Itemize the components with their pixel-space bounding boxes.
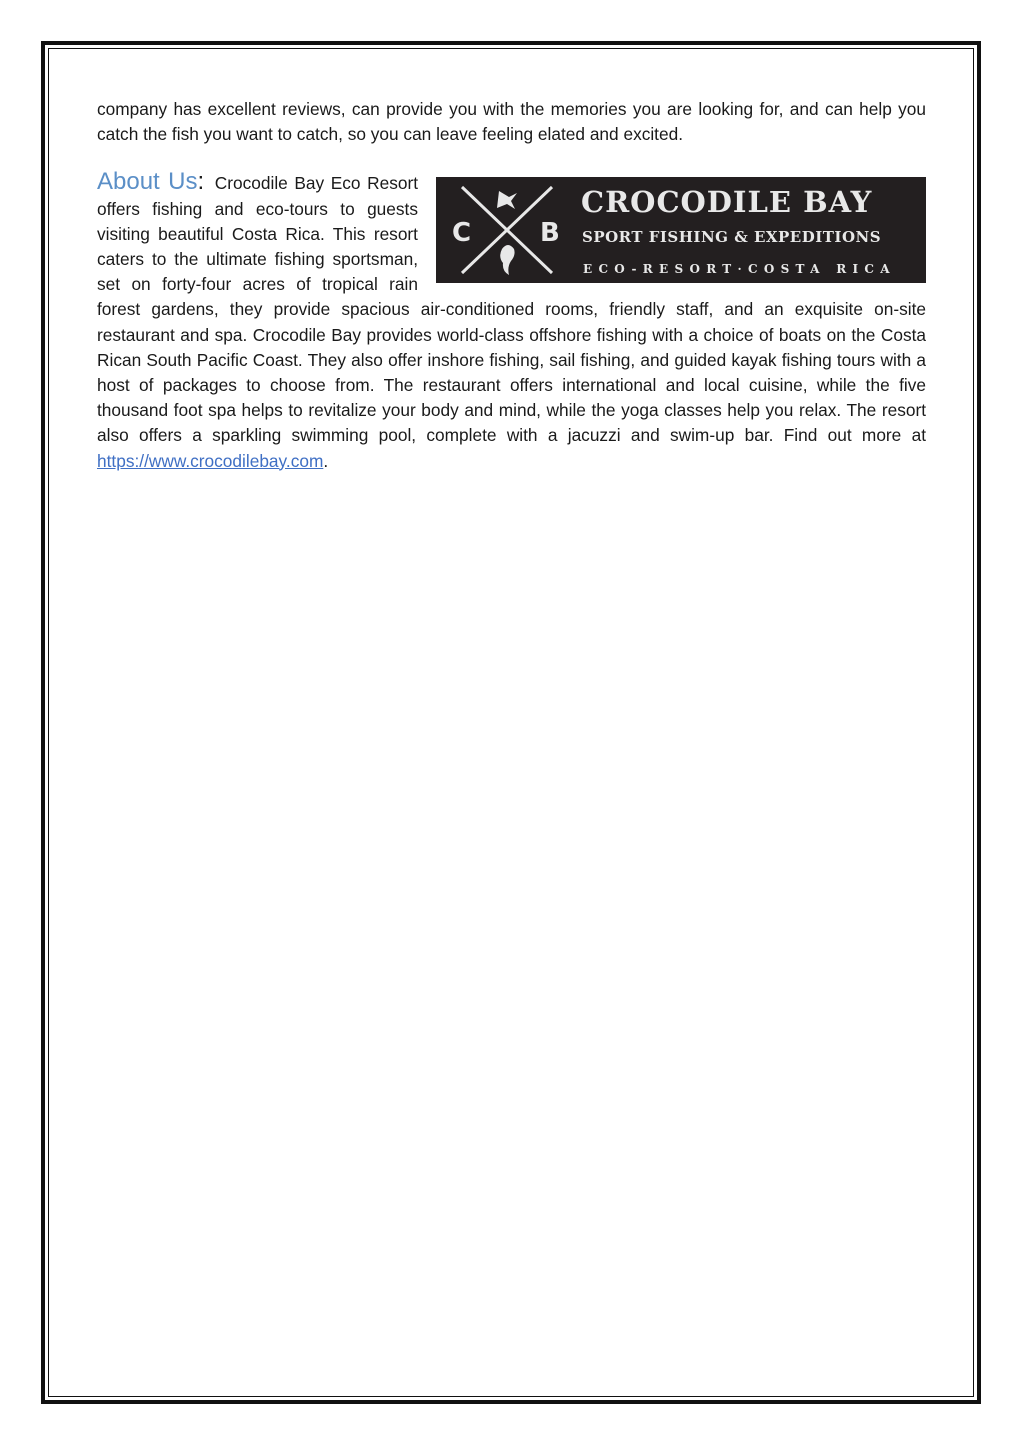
about-body-text: Crocodile Bay Eco Resort offers fishing and eco-tours to guests visiting beautiful Costa Rica. This resort caters to the ultimate fishing sportsman, set on forty-four acres of tropical rain forest gardens, they provide spacious air-conditioned rooms, friendly staff, and an exquisite on-site restaurant and spa. Crocodile Bay provides world-class offshore fishing with a choice of boats on the Costa Rican South Pacific Coast. They also offer inshore fishing, sail fishing, and guided kayak fishing tours with a host of packages to choose from. The restaurant offers international and local cuisine, while the five thousand foot spa helps to revitalize your body and mind, while the yoga classes help you relax. The resort also offers a sparkling swimming pool, complete with a jacuzzi and swim-up bar. Find out more at — [97, 173, 926, 446]
about-colon: : — [197, 168, 205, 196]
website-link[interactable]: https://www.crocodilebay.com — [97, 450, 324, 471]
about-section — [97, 169, 926, 473]
crocodile-bay-logo — [436, 177, 926, 283]
crossed-fishing-rods-icon — [444, 183, 570, 277]
logo-tagline: ECO-RESORT·COSTA RICA — [583, 262, 896, 277]
logo-letter-b: B — [540, 218, 560, 249]
logo-letter-c: C — [452, 218, 472, 249]
logo-subtitle: SPORT FISHING & EXPEDITIONS — [582, 228, 882, 247]
about-heading: About Us — [97, 168, 198, 196]
document-content — [97, 97, 926, 474]
about-trailing-period: . — [323, 450, 329, 471]
intro-paragraph: company has excellent reviews, can provide you with the memories you are looking for, and can help you catch the fish you want to catch, so you can leave feeling elated and excited. — [97, 99, 926, 145]
logo-title: CROCODILE BAY — [581, 185, 873, 220]
